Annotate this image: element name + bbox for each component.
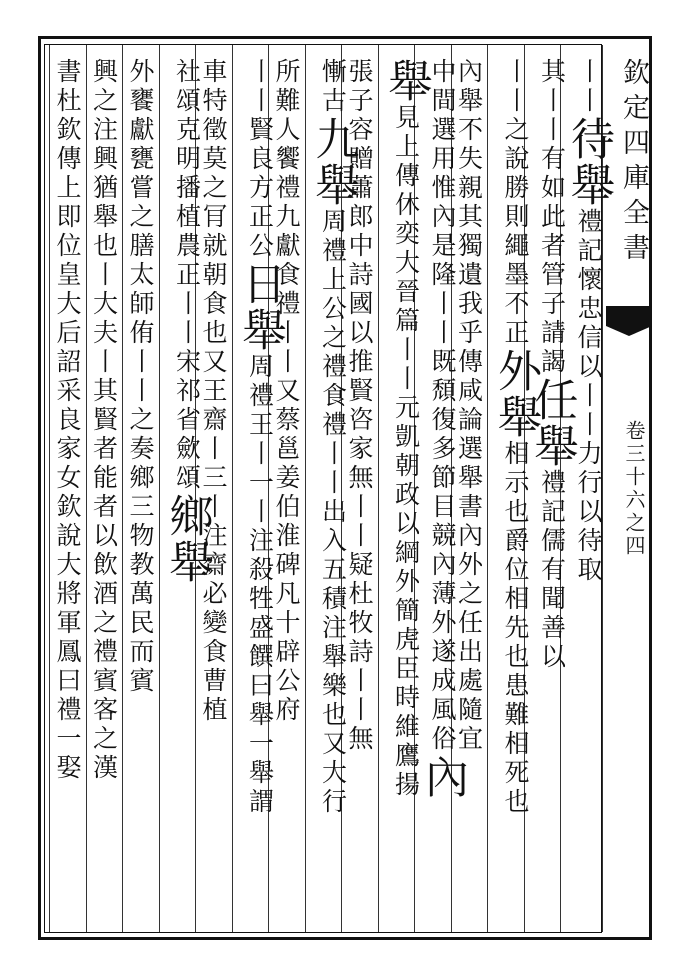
column-text: 人饗禮九獻食禮丨丨又蔡邕姜伯淮碑凡十辟公府 — [272, 116, 301, 725]
column-text: 外饔獻甕嘗之膳太師侑丨丨之奏 — [126, 58, 155, 464]
column-text: 鄉三物教萬民而賓 — [126, 464, 155, 696]
text-column — [307, 58, 359, 925]
text-column — [128, 58, 153, 925]
column-text: 禮記懷忠信以丨 — [574, 208, 603, 411]
column-rule — [122, 45, 123, 932]
headword: 任舉 — [526, 377, 578, 469]
headword: 鄉舉 — [161, 493, 213, 585]
headword: 內 — [417, 754, 468, 800]
headword: 外舉 — [490, 348, 541, 440]
column-text: 相示也爵位相先也患難相死也 — [501, 440, 530, 817]
column-rule — [49, 45, 50, 932]
text-column — [55, 58, 80, 925]
headword: 舉 — [380, 58, 432, 104]
column-text: 慚古 — [318, 58, 348, 116]
column-rule — [487, 45, 488, 932]
column-text: 張子容贈蕭郎中詩國以推賢咨家無丨丨疑杜牧詩丨丨無 — [345, 58, 374, 754]
column-text: 朝食也又王齋丨三丨注齋必變食曹植 — [199, 261, 228, 725]
column-text: 中間選用惟內是隆丨丨既頹復多節目競內薄外遂成風俗 — [428, 58, 457, 754]
column-rule — [159, 45, 160, 932]
text-column — [490, 58, 541, 925]
column-text: 所難 — [272, 58, 301, 116]
column-text: 禮記儒有聞善以 — [537, 469, 567, 672]
column-rule — [378, 45, 379, 932]
text-column — [380, 58, 432, 925]
headword: 九舉 — [307, 116, 359, 208]
volume-label: 卷三十六之四 — [622, 420, 646, 558]
column-text: 興之注興猶舉也丨大夫丨其賢者能者以飲酒之禮賓客之漢 — [89, 58, 119, 783]
column-text: 丨力行以待取 — [574, 411, 603, 585]
column-text: 周禮上公之禮食禮丨丨出入五積注舉樂也又大行 — [318, 208, 348, 817]
column-text: 周禮王丨一丨注殺牲盛饌曰舉一舉謂 — [245, 353, 275, 817]
column-text: 社頌克明播植農正丨丨宋祁省歛頌 — [172, 58, 202, 493]
text-column — [89, 58, 119, 925]
column-text: 見上傳休奕大晉篇丨丨元凱朝政以綱外簡虎臣時維鷹揚 — [391, 104, 421, 800]
column-text: 丨丨之說勝則繩墨不正 — [501, 58, 530, 348]
text-column — [161, 58, 213, 925]
headword: 待舉 — [563, 116, 614, 208]
column-text: 丨丨賢良方正公 — [245, 58, 275, 261]
column-text: 丨丨 — [574, 58, 603, 116]
column-rule — [86, 45, 87, 932]
fish-tail-mark — [606, 306, 652, 326]
headword: 日舉 — [234, 261, 286, 353]
text-column — [234, 58, 286, 925]
column-text: 車特徵莫之肎就 — [199, 58, 228, 261]
column-text: 書杜欽傳上即位皇大后詔采良家女欽說大將軍鳳曰禮一娶 — [53, 58, 82, 783]
column-text: 其丨丨有如此者管子請謁 — [537, 58, 567, 377]
book-title: 欽定四庫全書 — [618, 58, 649, 268]
column-rule — [232, 45, 233, 932]
column-rule — [305, 45, 306, 932]
column-text: 內舉不失親其獨遺我乎傳咸論選舉書內外之任出處隨宜 — [454, 58, 484, 754]
